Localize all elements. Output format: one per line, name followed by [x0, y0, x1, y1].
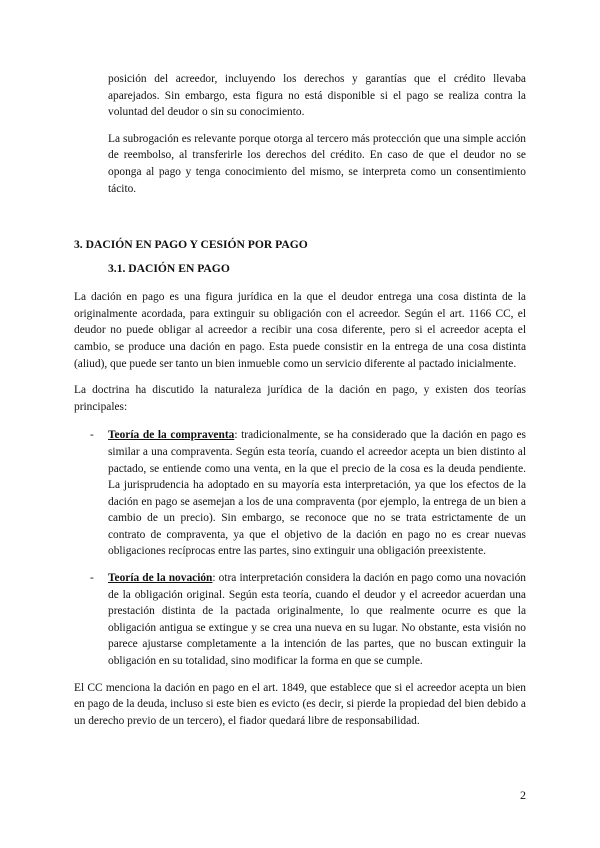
paragraph-dacion-definition: La dación en pago es una figura jurídica en la que el deudor entrega una cosa distinta de la originalmente acordada, para extinguir su obligación con el acreedor. Según el art. 1166 CC, el deudor no puede obligar al acreedor a recibir una cosa diferente, pero si el acreedor acepta el cambio, se produce una dación en pago. Esta puede consistir en la entrega de una cosa distinta (aliud), que puede ser tanto un bien inmueble como un servicio diferente al pactado inicialmente. [74, 291, 526, 370]
paragraph-art-1849: El CC menciona la dación en pago en el art. 1849, que establece que si el acreedor acepta un bien en pago de la deuda, incluso si este bien es evicto (es decir, si pierde la propiedad del bien debido a un derecho previo de un tercero), el fiador quedará libre de responsabilidad. [74, 681, 526, 727]
page-number: 2 [520, 788, 526, 802]
list-item [74, 570, 526, 670]
paragraph-subrogation-relevance: La subrogación es relevante porque otorga al tercero más protección que una simple acción de reembolso, al transferirle los derechos del crédito. En caso de que el deudor no se oponga al pago y tenga conocimiento del mismo, se interpreta como un consentimiento tácito. [108, 132, 526, 195]
list-item [74, 427, 526, 560]
paragraph-doctrine-intro: La doctrina ha discutido la naturaleza jurídica de la dación en pago, y existen dos teorías principales: [74, 384, 526, 413]
page-content [74, 71, 526, 729]
list-dash: - [90, 429, 94, 442]
theory-text: : otra interpretación considera la dación en pago como una novación de la obligación original. Según esta teoría, cuando el deudor y el acreedor acuerdan una prestación distinta de la pactada originalmente, lo que realmente ocurre es que la obligación antigua se extingue y se crea una nueva en su lugar. No obstante, esta visión no parece ajustarse completamente a la intención de las partes, que no buscan extinguir la obligación en su totalidad, sino modificar la forma en que se cumple. [108, 572, 526, 668]
paragraph-subrogation-end: posición del acreedor, incluyendo los derechos y garantías que el crédito llevaba aparejados. Sin embargo, esta figura no está disponible si el pago se realiza contra la voluntad del deudor o sin su conocimiento. [108, 73, 526, 119]
theories-list [74, 427, 526, 669]
theory-term: Teoría de la compraventa [108, 429, 235, 442]
theory-term: Teoría de la novación [108, 572, 213, 585]
section-heading: 3. DACIÓN EN PAGO Y CESIÓN POR PAGO [74, 238, 308, 252]
list-dash: - [90, 572, 94, 585]
theory-text: : tradicionalmente, se ha considerado que la dación en pago es similar a una compraventa. Según esta teoría, cuando el acreedor acepta un bien distinto al pactado, se entiende como una venta, en la que el precio de la cosa es la deuda pendiente. La jurisprudencia ha adoptado en su mayoría esta interpretación, ya que los efectos de la dación en pago se asemejan a los de una compraventa (por ejemplo, la entrega de un bien a cambio de un precio). Sin embargo, se reconoce que no se trata estrictamente de un contrato de compraventa, ya que el objetivo de la dación en pago no es crear nuevas obligaciones recíprocas entre las partes, sino extinguir una obligación preexistente. [108, 429, 526, 558]
subsection-heading: 3.1. DACIÓN EN PAGO [108, 262, 230, 276]
